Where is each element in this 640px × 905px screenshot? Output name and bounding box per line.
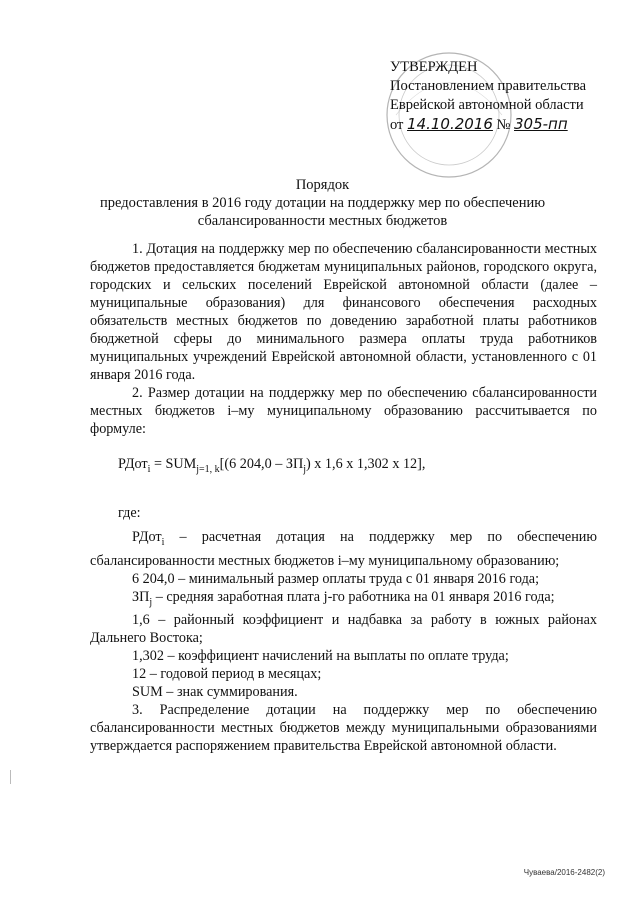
formula-lhs: РДот: [118, 456, 148, 472]
where-label: где:: [118, 504, 141, 521]
approval-line-1: Постановлением правительства: [390, 78, 587, 94]
definition-7: SUM – знак суммирования.: [132, 684, 298, 701]
formula: [118, 455, 597, 479]
document-body: [90, 240, 597, 755]
def1-term: РДот: [132, 528, 162, 545]
definition-4: 1,6 – районный коэффициент и надбавка за работу в южных районах Дальнего Востока;: [90, 612, 597, 647]
def3-text: – средняя заработная плата j-го работника на 01 января 2016 года;: [152, 588, 555, 605]
approved-label: УТВЕРЖДЕН: [390, 59, 478, 75]
approval-line-2: Еврейской автономной области: [390, 97, 584, 113]
def3-term: ЗП: [132, 588, 150, 605]
formula-lhs-sub: i: [147, 463, 151, 475]
definition-3: [90, 588, 597, 612]
date-prefix: от: [390, 117, 404, 133]
paragraph-2: 2. Размер дотации на поддержку мер по обеспечению сбалансированности местных бюджетов i–му муниципальному образованию рассчитывается по формуле:: [90, 385, 597, 437]
number-prefix: №: [496, 117, 511, 133]
formula-rhs: ) x 1,6 x 1,302 x 12],: [306, 456, 426, 472]
title-line-2: предоставления в 2016 году дотации на поддержку мер по обеспечению: [99, 195, 546, 211]
title-line-1: Порядок: [295, 177, 350, 193]
formula-sum: = SUM: [150, 456, 197, 472]
def3-sub: j: [149, 596, 153, 608]
approval-block: [390, 58, 630, 135]
paragraph-3: 3. Распределение дотации на поддержку мер по обеспечению сбалансированности местных бюджетов между муниципальными образованиями утверждается распоряжением правительства Еврейской автономной области.: [90, 702, 597, 755]
footer-code: Чуваева/2016-2482(2): [523, 868, 605, 877]
def1-text: – расчетная дотация на поддержку мер по обеспечению сбалансированности местных бюджетов i–му муниципальному образованию;: [90, 528, 597, 569]
definition-5: 1,302 – коэффициент начислений на выплаты по оплате труда;: [132, 648, 509, 665]
definition-2: 6 204,0 – минимальный размер оплаты труда с 01 января 2016 года;: [132, 570, 540, 587]
scan-margin-mark: [10, 770, 11, 784]
definition-6: 12 – годовой период в месяцах;: [132, 666, 322, 683]
formula-j-sub: j: [303, 463, 307, 475]
formula-mid: [(6 204,0 – ЗП: [219, 456, 304, 472]
def1-sub: i: [161, 536, 165, 548]
approval-date: 14.10.2016: [407, 115, 493, 133]
approval-number: 305-пп: [514, 115, 568, 133]
title-line-3: сбалансированности местных бюджетов: [197, 213, 448, 229]
document-title: [60, 176, 585, 230]
paragraph-1: 1. Дотация на поддержку мер по обеспечению сбалансированности местных бюджетов предоставляется бюджетам муниципальных районов, городского округа, городских и сельских поселений Еврейской автономной области (далее – муниципальные образования) для финансового обеспечения расходных обязательств местных бюджетов по доведению заработной платы работников бюджетной сферы до минимального размера оплаты труда работников муниципальных учреждений Еврейской автономной области, установленного с 01 января 2016 года.: [90, 241, 597, 383]
formula-sum-sub: j=1, k: [196, 463, 220, 475]
approval-date-line: [390, 115, 630, 135]
definition-1: [90, 528, 597, 570]
